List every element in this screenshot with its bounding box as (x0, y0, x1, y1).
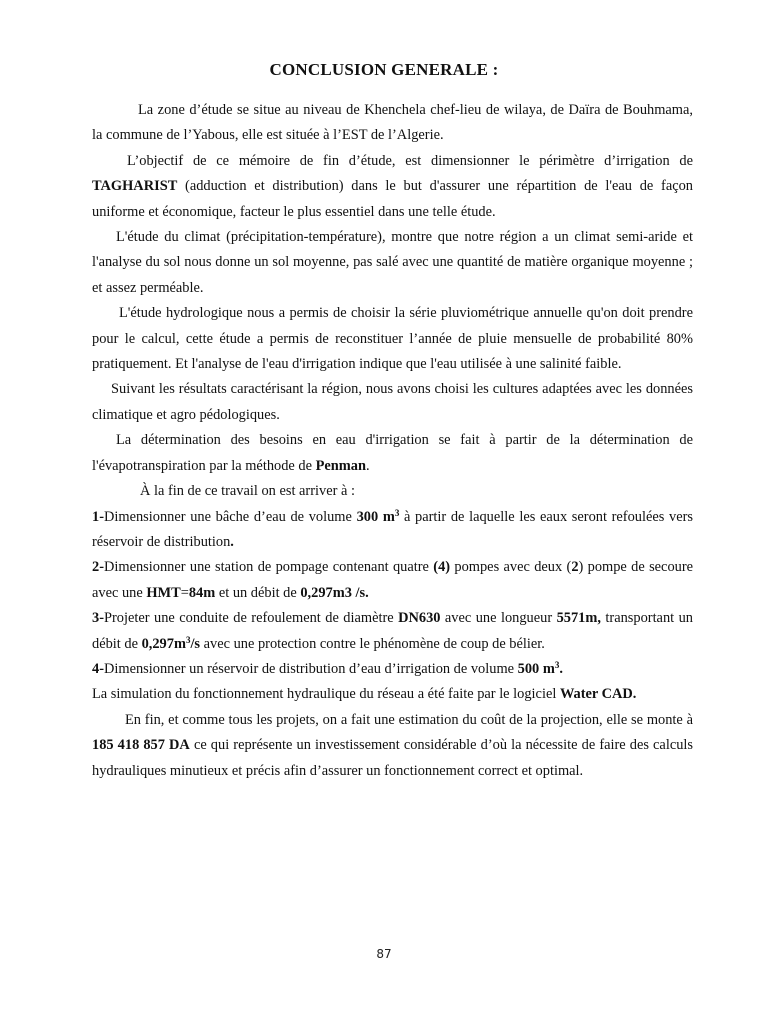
length-value: 5571m, (556, 610, 601, 627)
paragraph-results-intro: À la fin de ce travail on est arriver à : (140, 483, 355, 500)
text-run: Dimensionner une station de pompage contenant quatre (104, 559, 434, 576)
cost-value: 185 418 857 DA (92, 737, 190, 754)
text-run: (adduction et distribution) dans le but d'assurer une répartition de l'eau de façon uniforme et économique, facteur le plus essentiel dans une telle étude. (92, 178, 693, 220)
superscript: 3 (394, 507, 400, 518)
superscript: 3 (185, 634, 191, 645)
paragraph-climate: L'étude du climat (précipitation-température), montre que notre région a un climat semi-aride et l'analyse du sol nous donne un sol moyenne, pas salé avec une quantité de matière organique moyenne ; et assez perméable. (92, 229, 693, 296)
text-run: . (365, 457, 370, 474)
page-title: CONCLUSION GENERALE : (269, 60, 499, 79)
list-item-3 (92, 606, 693, 657)
text-run: Dimensionner un réservoir de distribution d’eau d’irrigation de volume (104, 660, 518, 677)
paragraph-study-area: La zone d’étude se situe au niveau de Khenchela chef-lieu de wilaya, de Daïra de Bouhmama, la commune de l’Yabous, elle est située à l’EST de l’Algerie. (92, 102, 693, 144)
flow-value (142, 636, 200, 652)
hmt-value: 84m (188, 584, 216, 601)
text-run: 0,297m (141, 635, 186, 652)
text-run: 500 m (517, 660, 555, 677)
spare-pump-count: 2 (571, 559, 579, 576)
diameter-value: DN630 (398, 610, 441, 627)
flow-value: 0,297m3 /s. (300, 584, 369, 601)
paragraph-cultures: Suivant les résultats caractérisant la région, nous avons choisi les cultures adaptées avec les données climatique et agro pédologiques. (92, 381, 693, 423)
paragraph-hydrology: L'étude hydrologique nous a permis de choisir la série pluviométrique annuelle qu'on doit prendre pour le calcul, cette étude a permis de reconstituer l’année de pluie mensuelle de probabilité 80% pratiquement. Et l'analyse de l'eau d'irrigation indique que l'eau utilisée à une salinité faible. (92, 305, 693, 373)
text-run: . (559, 660, 563, 677)
paragraph-objective (92, 149, 693, 225)
document-body (92, 98, 693, 784)
paragraph-simulation (92, 682, 693, 707)
text-run: Projeter une conduite de refoulement de diamètre (104, 610, 399, 627)
text-run: 300 m (356, 508, 395, 525)
software-name: Water CAD. (559, 686, 637, 703)
hmt-label: HMT (146, 584, 181, 601)
list-number: 4- (92, 660, 104, 677)
list-number: 2- (92, 559, 104, 576)
text-run: avec une protection contre le phénomène de coup de bélier. (200, 635, 545, 652)
text-run: et un débit de (215, 584, 301, 601)
text-run: avec une longueur (440, 610, 557, 627)
list-item-1 (92, 505, 693, 556)
paragraph-water-needs (92, 428, 693, 479)
list-item-2 (92, 555, 693, 606)
text-run: La détermination des besoins en eau d'irrigation se fait à partir de la détermination de l'évapotranspiration par la méthode de (92, 432, 693, 474)
volume-value (518, 661, 563, 677)
text-run: pompes avec deux ( (450, 559, 572, 576)
text-run: Dimensionner une bâche d’eau de volume (104, 508, 357, 525)
text-run: En fin, et comme tous les projets, on a fait une estimation du coût de la projection, elle se monte à (125, 711, 693, 728)
text-run: La simulation du fonctionnement hydraulique du réseau a été faite par le logiciel (92, 686, 560, 703)
text-run: ce qui représente un investissement considérable d’où la nécessite de faire des calculs hydrauliques minutieux et précis afin d’assurer un fonctionnement correct et optimal. (92, 737, 693, 779)
list-item-4 (92, 657, 693, 682)
page-number: 87 (376, 947, 392, 961)
superscript: 3 (554, 659, 560, 670)
list-number: 3- (92, 610, 104, 627)
method-name: Penman (315, 457, 366, 474)
text-run: . (230, 533, 234, 550)
text-run: transportant un débit de (92, 610, 693, 652)
paragraph-cost (92, 708, 693, 784)
text-run: à partir de laquelle les eaux seront refoulées vers réservoir de distribution (92, 508, 694, 550)
pump-count: (4) (433, 559, 451, 576)
text-run: /s (190, 635, 201, 652)
text-run: L’objectif de ce mémoire de fin d’étude, est dimensionner le périmètre d’irrigation de (127, 152, 693, 169)
list-number: 1- (92, 508, 104, 525)
project-name: TAGHARIST (92, 178, 178, 195)
text-run: ) pompe de secoure avec une (92, 559, 694, 601)
text-run: = (180, 584, 189, 601)
volume-value (357, 509, 400, 525)
